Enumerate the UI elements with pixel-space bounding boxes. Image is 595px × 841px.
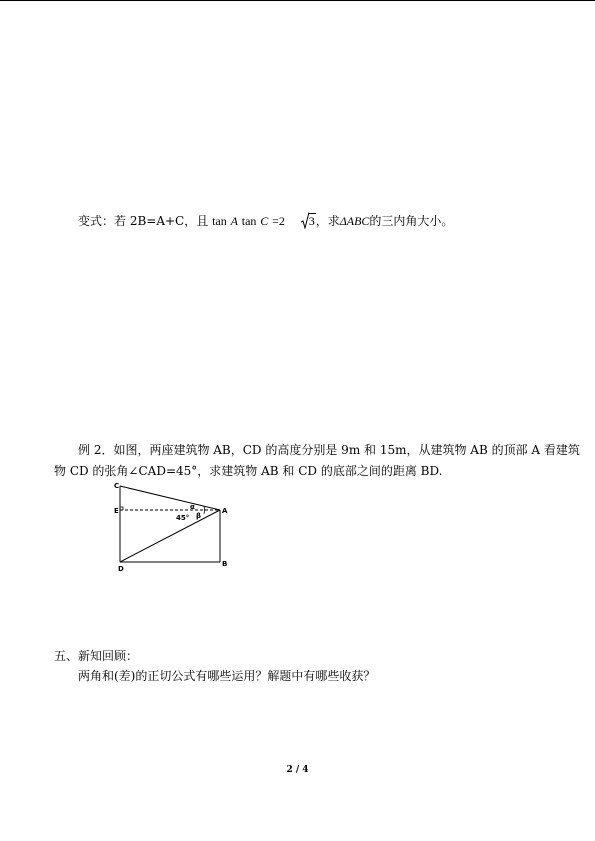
label-c: C (114, 482, 120, 490)
example2-line2: 物 CD 的张角∠CAD=45°，求建筑物 AB 和 CD 的底部之间的距离 BD. (54, 464, 443, 478)
label-angle-45: 45° (176, 514, 190, 522)
variant-problem (78, 213, 453, 229)
page-number: 2 / 4 (286, 765, 309, 775)
geometry-diagram (112, 478, 237, 573)
radical-sign-icon (301, 212, 309, 229)
sqrt-expression (301, 213, 316, 229)
triangle-abc: ΔABC (339, 214, 370, 228)
radicand: 3 (308, 214, 315, 228)
label-a: A (222, 507, 228, 515)
equals-two: =2 (272, 214, 285, 228)
tan-a-func: tan (212, 214, 227, 228)
label-alpha: α (190, 503, 195, 511)
variant-suffix-pre: ，求 (315, 214, 340, 228)
label-d: D (118, 565, 124, 573)
label-b: B (222, 560, 228, 568)
tan-c-func: tan (241, 214, 257, 228)
example2-line1: 例 2．如图，两座建筑物 AB，CD 的高度分别是 9m 和 15m，从建筑物 AB 的顶部 A 看建筑 (78, 443, 580, 457)
var-c: C (260, 214, 269, 228)
header-rule (0, 0, 595, 1)
line-ad (120, 510, 220, 562)
label-beta: β (196, 512, 202, 520)
building-figure (112, 478, 237, 577)
var-a: A (230, 214, 238, 228)
variant-prefix: 变式：若 2B=A+C，且 (78, 214, 209, 228)
section5-question: 两角和(差)的正切公式有哪些运用？解题中有哪些收获？ (78, 669, 376, 683)
section5-heading: 五、新知回顾： (54, 649, 139, 663)
label-e: E (114, 507, 119, 515)
line-ac (120, 486, 220, 510)
variant-suffix-post: 的三内角大小。 (369, 214, 454, 228)
